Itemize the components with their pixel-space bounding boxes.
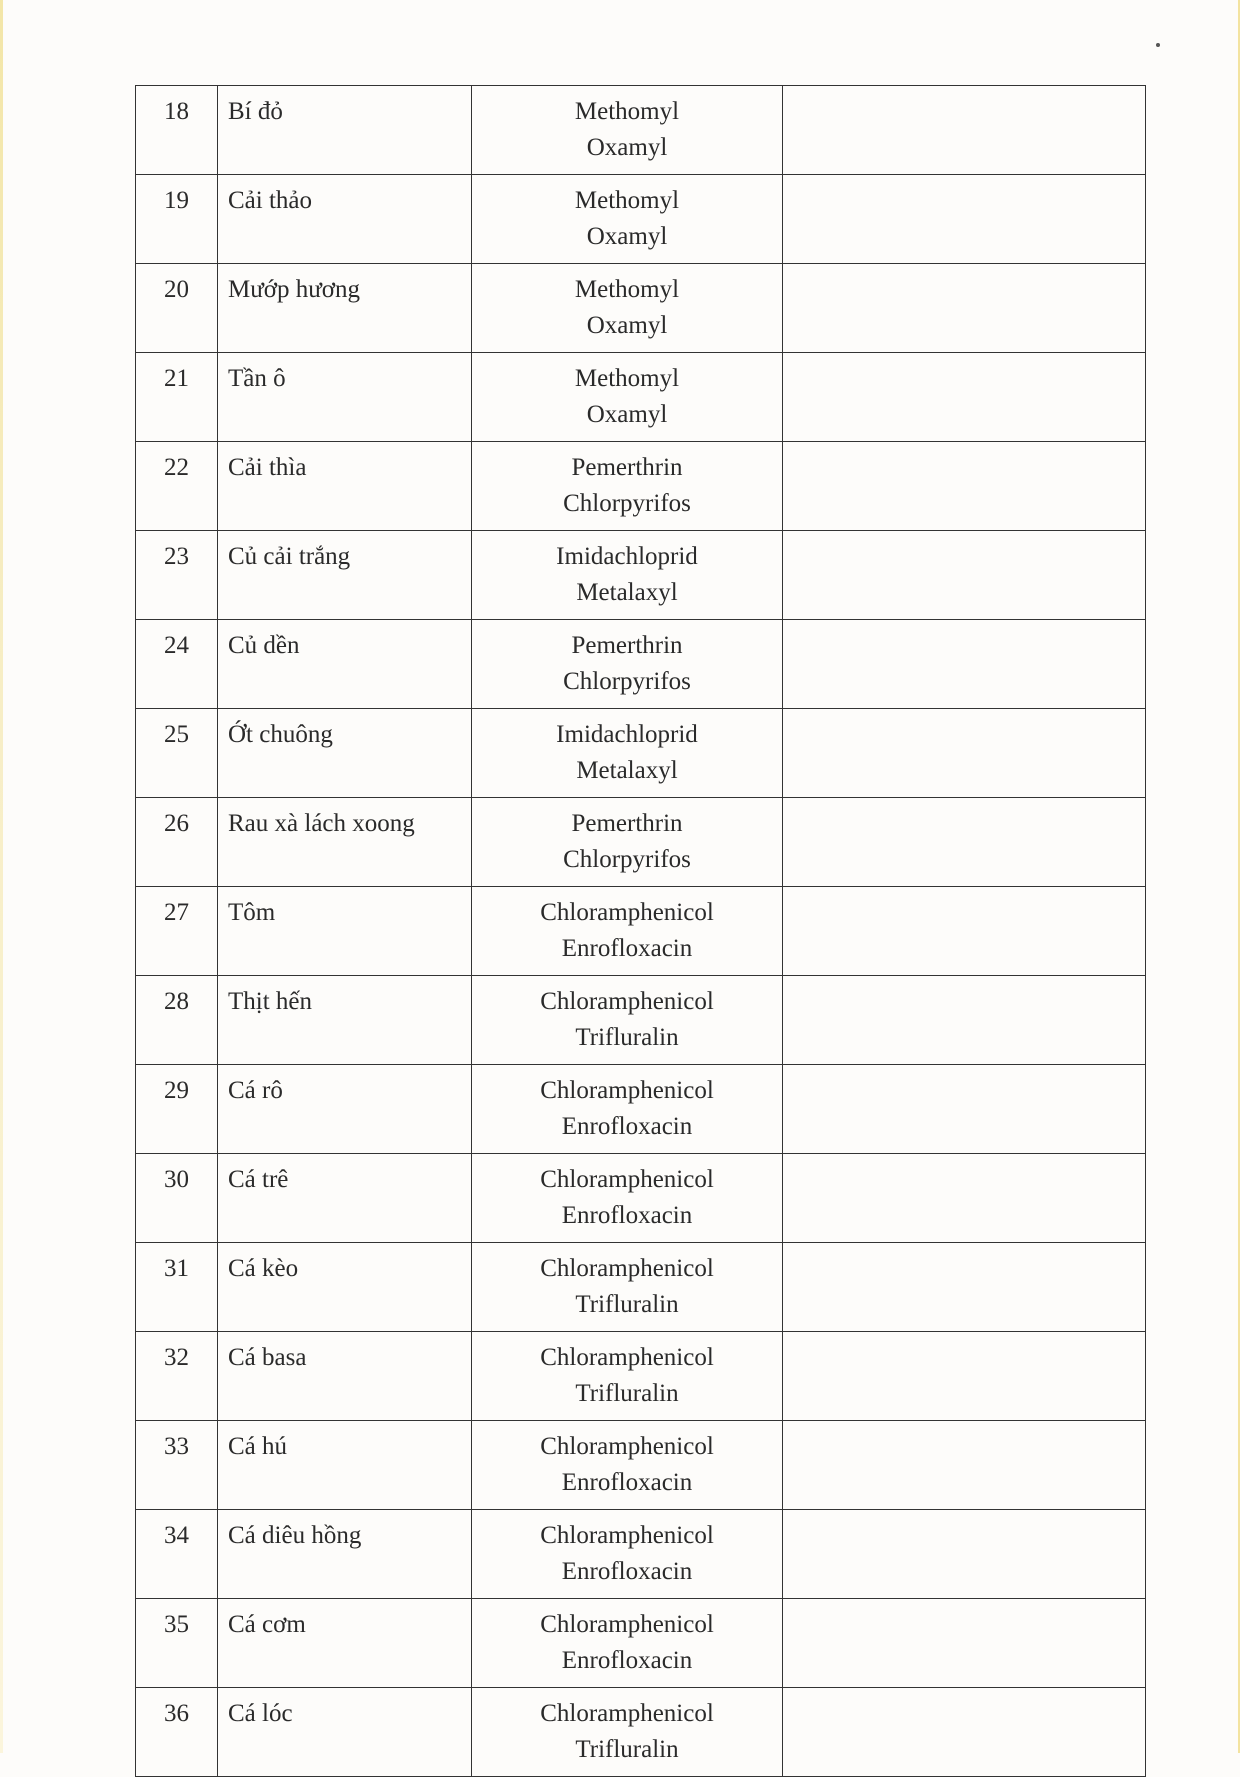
substance-2: Enrofloxacin [561,1469,693,1496]
substance-2: Enrofloxacin [561,1202,693,1229]
note-cell [783,353,1146,442]
row-number-cell: 32 [136,1332,218,1421]
table-row [136,1154,1146,1243]
row-number-cell: 24 [136,620,218,709]
substance-1: Chloramphenicol [540,1611,714,1638]
substance-2: Oxamyl [586,134,668,161]
substance-2: Enrofloxacin [561,1113,693,1140]
table-row [136,264,1146,353]
note-cell [783,1510,1146,1599]
residue-table [135,85,1146,1777]
product-name-cell: Cá rô [218,1065,472,1154]
substance-cell [472,1510,783,1599]
substance-1: Chloramphenicol [540,899,714,926]
substance-cell [472,353,783,442]
substance-cell [472,1688,783,1777]
row-number-cell: 36 [136,1688,218,1777]
product-name-cell: Cá cơm [218,1599,472,1688]
product-name-cell: Cá diêu hồng [218,1510,472,1599]
substance-1: Methomyl [574,98,680,125]
scan-speck [1156,43,1160,47]
note-cell [783,1154,1146,1243]
table-row [136,976,1146,1065]
table-row [136,1332,1146,1421]
substance-2: Chlorpyrifos [563,846,691,873]
product-name-cell: Cá basa [218,1332,472,1421]
row-number-cell: 34 [136,1510,218,1599]
substance-1: Chloramphenicol [540,1522,714,1549]
table-body [136,86,1146,1777]
substance-cell [472,175,783,264]
note-cell [783,1243,1146,1332]
substance-2: Chlorpyrifos [563,490,691,517]
table-row [136,798,1146,887]
product-name-cell: Mướp hương [218,264,472,353]
product-name-cell: Thịt hến [218,976,472,1065]
substance-1: Methomyl [574,276,680,303]
substance-1: Chloramphenicol [540,988,714,1015]
row-number-cell: 20 [136,264,218,353]
substance-2: Enrofloxacin [561,1647,693,1674]
substance-2: Metalaxyl [576,579,678,606]
row-number-cell: 27 [136,887,218,976]
substance-1: Pemerthrin [571,810,683,837]
substance-1: Pemerthrin [571,454,683,481]
note-cell [783,620,1146,709]
substance-cell [472,442,783,531]
note-cell [783,1599,1146,1688]
row-number-cell: 22 [136,442,218,531]
row-number-cell: 26 [136,798,218,887]
table-row [136,86,1146,175]
row-number-cell: 18 [136,86,218,175]
row-number-cell: 19 [136,175,218,264]
substance-2: Trifluralin [575,1024,679,1051]
substance-cell [472,1243,783,1332]
note-cell [783,709,1146,798]
note-cell [783,531,1146,620]
table-row [136,620,1146,709]
product-name-cell: Cải thìa [218,442,472,531]
substance-cell [472,1599,783,1688]
substance-2: Oxamyl [586,223,668,250]
substance-1: Chloramphenicol [540,1166,714,1193]
row-number-cell: 29 [136,1065,218,1154]
substance-2: Enrofloxacin [561,935,693,962]
table-row [136,1510,1146,1599]
note-cell [783,442,1146,531]
product-name-cell: Rau xà lách xoong [218,798,472,887]
substance-1: Methomyl [574,187,680,214]
product-name-cell: Cá hú [218,1421,472,1510]
substance-2: Oxamyl [586,401,668,428]
row-number-cell: 33 [136,1421,218,1510]
product-name-cell: Cá kèo [218,1243,472,1332]
note-cell [783,887,1146,976]
note-cell [783,798,1146,887]
substance-2: Trifluralin [575,1380,679,1407]
product-name-cell: Tôm [218,887,472,976]
note-cell [783,1421,1146,1510]
substance-cell [472,620,783,709]
product-name-cell: Cải thảo [218,175,472,264]
substance-1: Chloramphenicol [540,1255,714,1282]
substance-1: Chloramphenicol [540,1433,714,1460]
table-row [136,1599,1146,1688]
note-cell [783,1688,1146,1777]
substance-1: Chloramphenicol [540,1344,714,1371]
row-number-cell: 25 [136,709,218,798]
table-row [136,353,1146,442]
note-cell [783,1332,1146,1421]
table-row [136,1065,1146,1154]
row-number-cell: 21 [136,353,218,442]
substance-1: Pemerthrin [571,632,683,659]
row-number-cell: 30 [136,1154,218,1243]
table-row [136,1243,1146,1332]
product-name-cell: Ớt chuông [218,709,472,798]
row-number-cell: 28 [136,976,218,1065]
row-number-cell: 23 [136,531,218,620]
row-number-cell: 35 [136,1599,218,1688]
product-name-cell: Cá trê [218,1154,472,1243]
row-number-cell: 31 [136,1243,218,1332]
substance-cell [472,264,783,353]
note-cell [783,175,1146,264]
substance-cell [472,709,783,798]
substance-1: Chloramphenicol [540,1077,714,1104]
substance-1: Chloramphenicol [540,1700,714,1727]
note-cell [783,1065,1146,1154]
substance-2: Enrofloxacin [561,1558,693,1585]
product-name-cell: Bí đỏ [218,86,472,175]
substance-cell [472,1154,783,1243]
table-row [136,442,1146,531]
substance-1: Imidachloprid [556,721,698,748]
substance-cell [472,976,783,1065]
table-row [136,531,1146,620]
substance-cell [472,1332,783,1421]
substance-2: Trifluralin [575,1291,679,1318]
product-name-cell: Cá lóc [218,1688,472,1777]
table-row [136,1421,1146,1510]
product-name-cell: Củ cải trắng [218,531,472,620]
substance-2: Trifluralin [575,1736,679,1763]
table-row [136,175,1146,264]
table-row [136,887,1146,976]
substance-cell [472,531,783,620]
residue-table-container [135,85,1145,1777]
table-row [136,1688,1146,1777]
substance-cell [472,887,783,976]
substance-cell [472,86,783,175]
page-edge-left [0,0,3,1753]
substance-2: Oxamyl [586,312,668,339]
substance-1: Methomyl [574,365,680,392]
substance-cell [472,798,783,887]
substance-cell [472,1065,783,1154]
product-name-cell: Củ dền [218,620,472,709]
note-cell [783,264,1146,353]
note-cell [783,86,1146,175]
table-row [136,709,1146,798]
substance-2: Chlorpyrifos [563,668,691,695]
substance-cell [472,1421,783,1510]
substance-2: Metalaxyl [576,757,678,784]
note-cell [783,976,1146,1065]
substance-1: Imidachloprid [556,543,698,570]
product-name-cell: Tần ô [218,353,472,442]
